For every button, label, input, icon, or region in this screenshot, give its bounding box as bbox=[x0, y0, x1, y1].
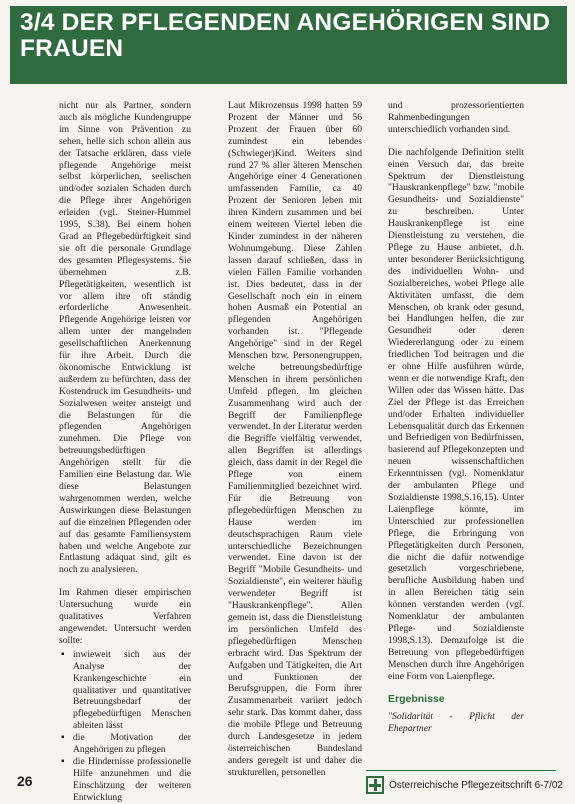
list-item: ▪ die Motivation der Angehörigen zu pflegen bbox=[73, 732, 191, 756]
paragraph: Im Rahmen dieser empirischen Untersuchung wurde ein qualitatives Verfahren angewendet. Untersucht werden sollte: bbox=[59, 587, 191, 646]
cross-logo-icon bbox=[366, 776, 384, 794]
paragraph: Die nachfolgende Definition stellt einen Versuch dar, das breite Spektrum der Dienstleistung "Hauskrankenpflege" bzw. "mobile Gesundheits- und Sozialdienste" zu beschreiben. Unter Hauskrankenpflege ist eine Dienstleistung zu verstehen, die Pflege zu Hause anbietet, d.h. unter besonderer Berücksichtigung des individuellen Wohn- und Sozialbereiches, wobei Pflege alle Aktivitäten umfasst, die dem Menschen, ob krank oder gesund, bei Handlungen helfen, die zur Gesundheit oder deren Wiedererlangung oder zu einem friedlichen Tod beitragen und die er ohne Hilfe ausführen würde, wenn er die notwendige Kraft, den Willen oder das Wissen hätte. Das Ziel der Pflege ist das Erreichen und/oder Erhalten individueller Lebensqualität durch das Erkennen und Befriedigen von Bedürfnissen, basierend auf Pflegekonzepten und neuen wissenschaftlichen Erkenntnissen (vgl. Nomenklatur der ambulanten Pflege und Sozialdienste 1998,S.16,15). Unter Laienpflege könnte, im Unterschied zur professionellen Pflege, die Erbringung von Pflegetätigkeiten durch Personen, die nicht die dafür notwendige gesetzlich vorgeschriebene, berufliche Ausbildung haben und in allen Bereichen tätig sein können verstanden werden (vgl. Nomenklatur der ambulanten Pflege- und Sozialdienste 1998,S.13). Demzufolge ist die Betreuung von pflegebedürftigen Menschen durch ihre Angehörigen eine Form von Laienpflege. bbox=[388, 146, 524, 682]
footer bbox=[366, 774, 563, 796]
footer-divider bbox=[366, 770, 556, 771]
paragraph: Laut Mikrozensus 1998 hatten 59 Prozent der Männer und 56 Prozent der Frauen über 60 zumindest ein lebendes (Schwieger)Kind. Weiters sind rund 27 % aller älteren Menschen Angehörige einer 4 Generationen umfassenden Familie, ca 40 Prozent der Senioren leben mit ihren Kindern zusammen und bei einem weiteren Viertel leben die Kinder zumindest in der näheren Wohnumgebung. Diese Zahlen lassen darauf schließen, dass in vielen Fällen Familie vorhanden ist. Dies bedeutet, dass in der Gesellschaft noch ein in einem hohen Ausmaß ein Potential an pflegenden Angehörigen vorhanden ist. "Pflegende Angehörige" sind in der Regel Menschen bzw. Personengruppen, welche betreuungsbedürftige Menschen in ihrem persönlichen Umfeld pflegen. Im gleichen Zusammenhang wird auch der Begriff der Familienpflege verwendet. In der Literatur werden die Begriffe vielfältig verwendet, allen Begriffen ist allerdings gleich, dass damit in der Regel die Pflege von einem Familienmitglied bezeichnet wird. Für die Betreuung von pflegebedürftigen Menschen zu Hause werden im deutschsprachigen Raum viele unterschiedliche Bezeichnungen verwendet. Eine davon ist der Begriff "Mobile Gesundheits- und Sozialdienste", ein weiterer häufig verwendeter Begriff ist "Hauskrankenpflege". Allen gemein ist, dass die Dienstleistung im persönlichen Umfeld des pflegebedürftigen Menschen erbracht wird. Das Spektrum der Aufgaben und Tätigkeiten, die Art und Funktionen der Berufsgruppen, die Form ihrer Zusammenarbeit variiert jedoch sehr stark. Das kommt daher, dass die mobile Pflege und Betreuung durch Landesgesetze in jedem österreichischen Bundesland anders geregelt ist und daher die strukturellen, personellen bbox=[228, 100, 362, 778]
paragraph: nicht nur als Partner, sondern auch als mögliche Kundengruppe im Sinne von Prävention zu sehen, helle sich schon allein aus der Tatsache erklären, dass viele pflegende Angehörige meist selbst körperlichen, seelischen und/oder sozialen Schaden durch die Pflege ihrer Angehörigen erleiden (vgl. Steiner-Hummel 1995, S.38). Bei einem hohen Grad an Pflegebedürftigkeit sind sie oft die personale Grundlage des gesamten Pflegesystems. Sie übernehmen z.B. Pflegetätigkeiten, wesentlich ist vor allem ihre oft ständig erforderliche Anwesenheit. Pflegende Angehörige leisten vor allem unter der mangelnden gesellschaftlichen Anerkennung für ihre Arbeit. Durch die ökonomische Entwicklung ist außerdem zu befürchten, dass der Kostendruck im Gesundheits- und Sozialwesen weiter ansteigt und die Belastungen für die pflegenden Angehörigen zunehmen. Die Pflege von betreuungsbedürftigen Angehörigen stellt für die Familien eine Belastung dar. Wie diese Belastungen wahrgenommen werden, welche Auswirkungen diese Belastungen auf die einzelnen Pflegenden oder auf das gesamte Familiensystem haben und welche Angebote zur Entlastung adäquat sind, gilt es noch zu analysieren. bbox=[59, 100, 191, 576]
list-item: ▪ inwieweit sich aus der Analyse der Krankengeschichte ein qualitativer und quantitativer Betreuungsbedarf der pflegebedürftigen Menschen ableiten lässt bbox=[73, 649, 191, 732]
journal-name: Österreichische Pflegezeitschrift 6-7/02 bbox=[389, 779, 563, 791]
title-banner bbox=[10, 6, 567, 84]
paragraph: und prozessorientierten Rahmenbedingungen unterschiedlich vorhanden sind. bbox=[388, 100, 524, 135]
pull-quote: "Solidarität - Pflicht der Ehepartner bbox=[388, 711, 524, 735]
bullet-list bbox=[59, 649, 191, 804]
section-heading: Ergebnisse bbox=[388, 692, 445, 705]
list-item: ▪ die Hindernisse professionelle Hilfe anzunehmen und die Einschätzung der weiteren Entwicklung bbox=[73, 756, 191, 804]
text-column-1 bbox=[59, 100, 191, 804]
text-column-2 bbox=[228, 100, 362, 790]
text-column-3 bbox=[388, 100, 524, 735]
page-number: 26 bbox=[17, 773, 33, 789]
page-title: 3/4 DER PFLEGENDEN ANGEHÖRIGEN SIND FRAUEN bbox=[20, 9, 551, 62]
